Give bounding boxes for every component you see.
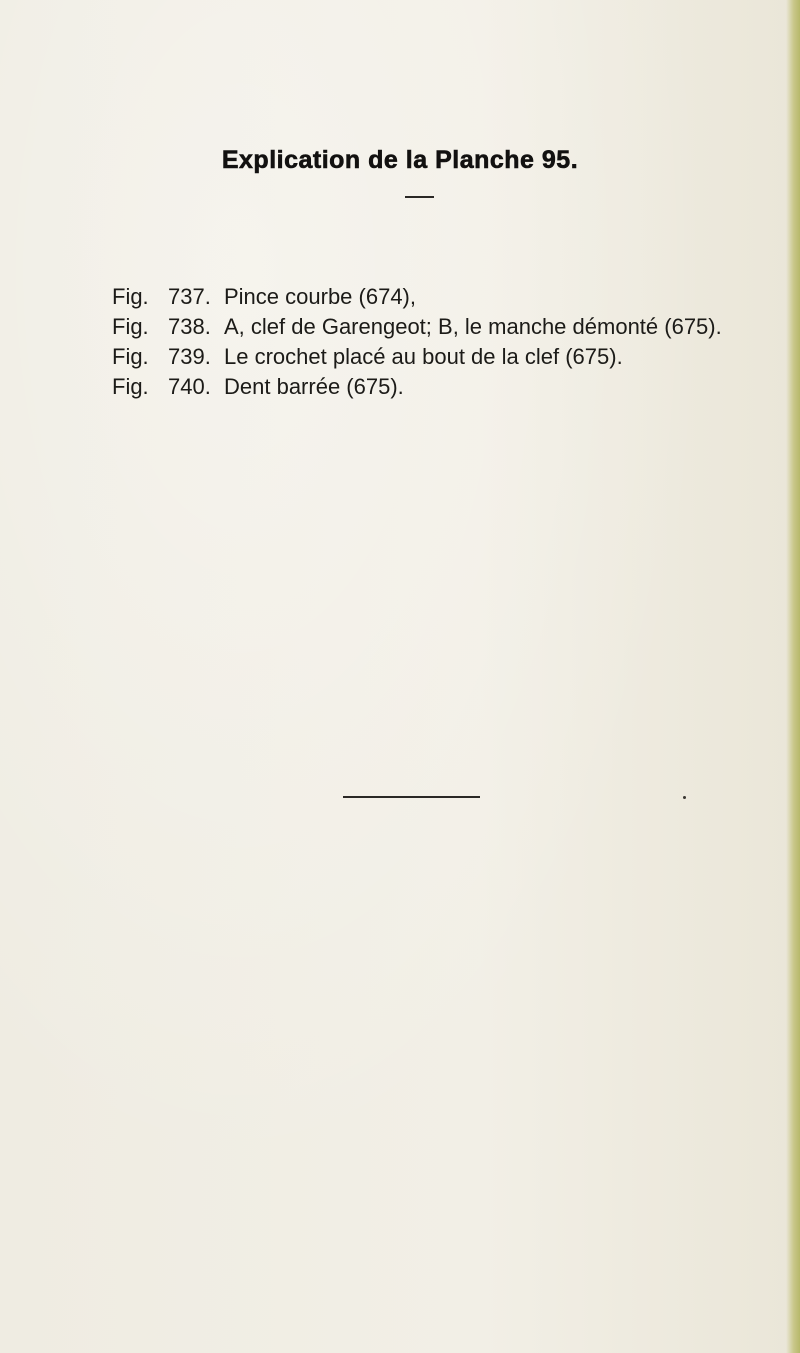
figure-label: Fig. bbox=[112, 374, 149, 399]
figure-number: 737. bbox=[168, 284, 211, 309]
figure-label: Fig. bbox=[112, 314, 149, 339]
figure-list bbox=[112, 282, 792, 402]
ink-speck bbox=[683, 796, 686, 799]
figure-entry-739 bbox=[112, 342, 792, 372]
figure-caption: Pince courbe (674), bbox=[224, 284, 416, 309]
page-edge-tint bbox=[786, 0, 800, 1353]
figure-entry-738 bbox=[112, 312, 792, 342]
closing-rule bbox=[343, 796, 480, 798]
figure-caption: Le crochet placé au bout de la clef (675). bbox=[224, 344, 623, 369]
figure-number: 739. bbox=[168, 344, 211, 369]
figure-entry-740 bbox=[112, 372, 792, 402]
figure-number: 740. bbox=[168, 374, 211, 399]
figure-caption: A, clef de Garengeot; B, le manche démonté (675). bbox=[224, 314, 722, 339]
figure-label: Fig. bbox=[112, 284, 149, 309]
figure-caption: Dent barrée (675). bbox=[224, 374, 404, 399]
figure-label: Fig. bbox=[112, 344, 149, 369]
figure-entry-737 bbox=[112, 282, 792, 312]
plate-heading: Explication de la Planche 95. bbox=[221, 146, 579, 174]
figure-number: 738. bbox=[168, 314, 211, 339]
heading-rule bbox=[405, 196, 434, 198]
